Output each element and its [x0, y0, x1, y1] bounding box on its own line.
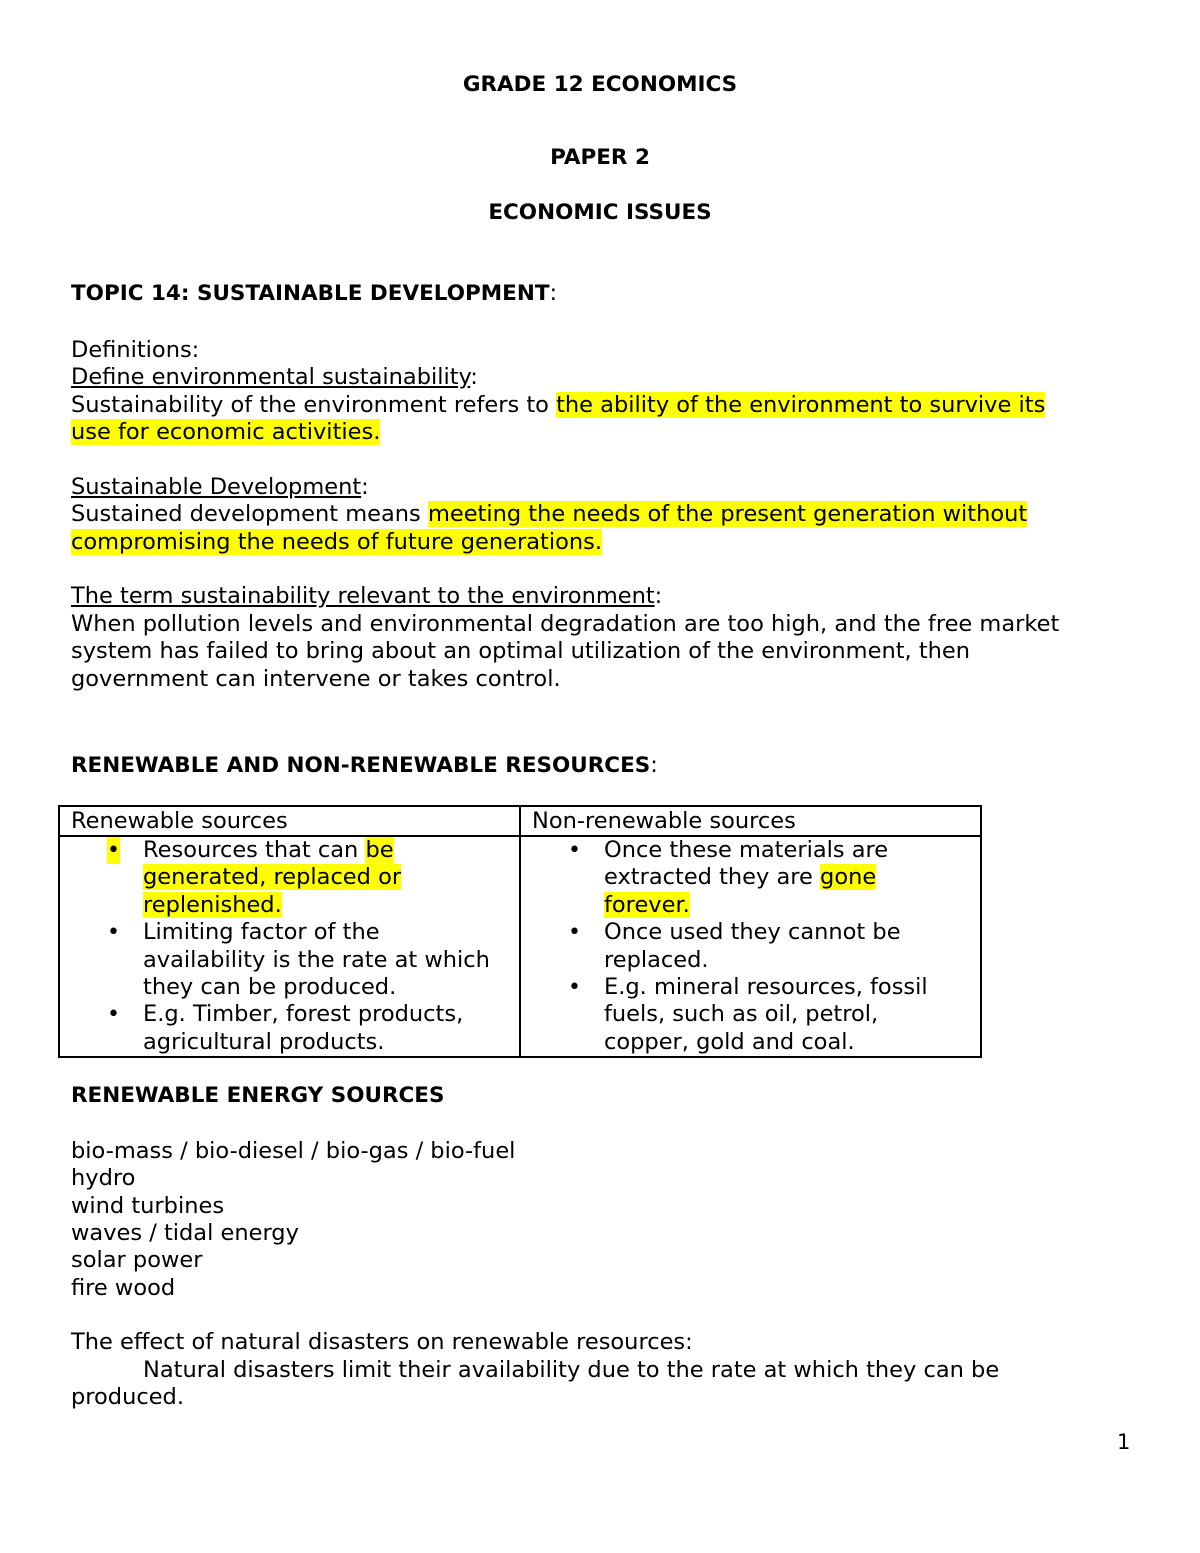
document-title: GRADE 12 ECONOMICS [462, 72, 738, 97]
non-renewable-item3-line: E.g. mineral resources, fossil [604, 974, 928, 1001]
sustainable-development-definition-line1 [71, 501, 1027, 528]
sustainable-development-highlight-2: compromising the needs of future generations. [71, 529, 602, 555]
renewable-item1-highlight-c: replenished. [143, 891, 282, 918]
list-item [71, 919, 519, 1001]
sustainable-development-definition-line2 [71, 529, 602, 556]
term-relevance-line: When pollution levels and environmental degradation are too high, and the free market [71, 611, 1060, 637]
renewable-list [71, 837, 519, 1056]
page-number: 1 [1117, 1430, 1131, 1454]
env-sustainability-definition-line1 [71, 392, 1045, 419]
bullet-icon: • [568, 838, 581, 863]
column-header-non-renewable: Non-renewable sources [520, 806, 981, 836]
resources-heading [71, 752, 658, 779]
bullet-icon: • [107, 920, 120, 946]
bullet-icon: • [568, 975, 581, 1001]
bullet-icon: • [568, 920, 581, 946]
env-sustainability-plain: Sustainability of the environment refers to [71, 392, 557, 418]
non-renewable-item1-plain: extracted they are [604, 864, 821, 891]
definitions-label: Definitions: [71, 337, 200, 363]
renewable-item3-line: agricultural products. [143, 1028, 385, 1055]
non-renewable-item2-line: Once used they cannot be [604, 919, 901, 946]
energy-item: solar power [71, 1247, 203, 1273]
renewable-item3-line: E.g. Timber, forest products, [143, 1001, 464, 1028]
section-title: ECONOMIC ISSUES [488, 200, 712, 225]
env-sustainability-term [71, 364, 478, 391]
energy-item: wind turbines [71, 1193, 225, 1219]
topic-heading-text: TOPIC 14: SUSTAINABLE DEVELOPMENT [71, 281, 550, 306]
column-header-renewable: Renewable sources [59, 806, 520, 836]
resources-heading-text: RENEWABLE AND NON-RENEWABLE RESOURCES [71, 753, 651, 778]
disasters-heading: The effect of natural disasters on renewable resources: [71, 1329, 693, 1355]
term-relevance-term [71, 583, 662, 610]
non-renewable-list [532, 837, 980, 1056]
energy-item: bio-mass / bio-diesel / bio-gas / bio-fuel [71, 1138, 516, 1164]
non-renewable-item3-line: fuels, such as oil, petrol, [604, 1001, 879, 1028]
renewable-item1-plain: Resources that can [143, 837, 366, 863]
list-item [71, 837, 519, 919]
energy-item: fire wood [71, 1275, 176, 1301]
list-item [71, 1001, 519, 1056]
env-sustainability-term-text: Define environmental sustainability [71, 364, 471, 390]
term-relevance-term-colon: : [654, 583, 663, 609]
renewable-item2-line: Limiting factor of the [143, 919, 380, 946]
bullet-icon: • [107, 838, 120, 863]
env-sustainability-highlight-1: the ability of the environment to survive its [556, 392, 1046, 418]
paper-label: PAPER 2 [550, 145, 650, 170]
renewable-item1-highlight-a: be [365, 837, 394, 863]
table-header-row [59, 806, 981, 836]
list-item [532, 919, 980, 974]
renewable-cell [59, 836, 520, 1057]
disasters-text-line2: produced. [71, 1384, 184, 1410]
renewable-item2-line: availability is the rate at which [143, 946, 490, 973]
term-relevance-term-text: The term sustainability relevant to the environment [71, 583, 655, 609]
term-relevance-line: system has failed to bring about an optimal utilization of the environment, then [71, 638, 971, 664]
energy-heading: RENEWABLE ENERGY SOURCES [71, 1083, 445, 1108]
env-sustainability-term-colon: : [470, 364, 478, 390]
sustainable-development-term-colon: : [361, 474, 369, 500]
renewable-item2-line: they can be produced. [143, 974, 397, 1001]
topic-heading [71, 280, 557, 307]
resources-table [58, 805, 982, 1058]
env-sustainability-highlight-2: use for economic activities. [71, 419, 381, 445]
non-renewable-item3-line: copper, gold and coal. [604, 1028, 855, 1055]
bullet-icon: • [107, 1002, 120, 1028]
topic-heading-colon: : [549, 280, 558, 306]
resources-heading-colon: : [650, 752, 658, 778]
non-renewable-cell [520, 836, 981, 1057]
non-renewable-item1-line1: Once these materials are [604, 837, 889, 863]
energy-item: hydro [71, 1165, 136, 1191]
sustainable-development-term-text: Sustainable Development [71, 474, 362, 500]
renewable-item1-highlight-b: generated, replaced or [143, 864, 402, 891]
list-item [532, 837, 980, 919]
non-renewable-item2-line: replaced. [604, 946, 709, 973]
disasters-text-line1: Natural disasters limit their availability due to the rate at which they can be [143, 1357, 1000, 1383]
non-renewable-item1-highlight-b: forever. [604, 891, 690, 918]
sustainable-development-highlight-1: meeting the needs of the present generation without [427, 501, 1028, 527]
non-renewable-item1-highlight-a: gone [820, 864, 877, 891]
energy-item: waves / tidal energy [71, 1220, 299, 1246]
sustainable-development-term [71, 474, 369, 501]
list-item [532, 974, 980, 1056]
sustainable-development-plain: Sustained development means [71, 501, 428, 527]
env-sustainability-definition-line2 [71, 419, 380, 446]
term-relevance-line: government can intervene or takes control. [71, 666, 561, 692]
table-row [59, 836, 981, 1057]
